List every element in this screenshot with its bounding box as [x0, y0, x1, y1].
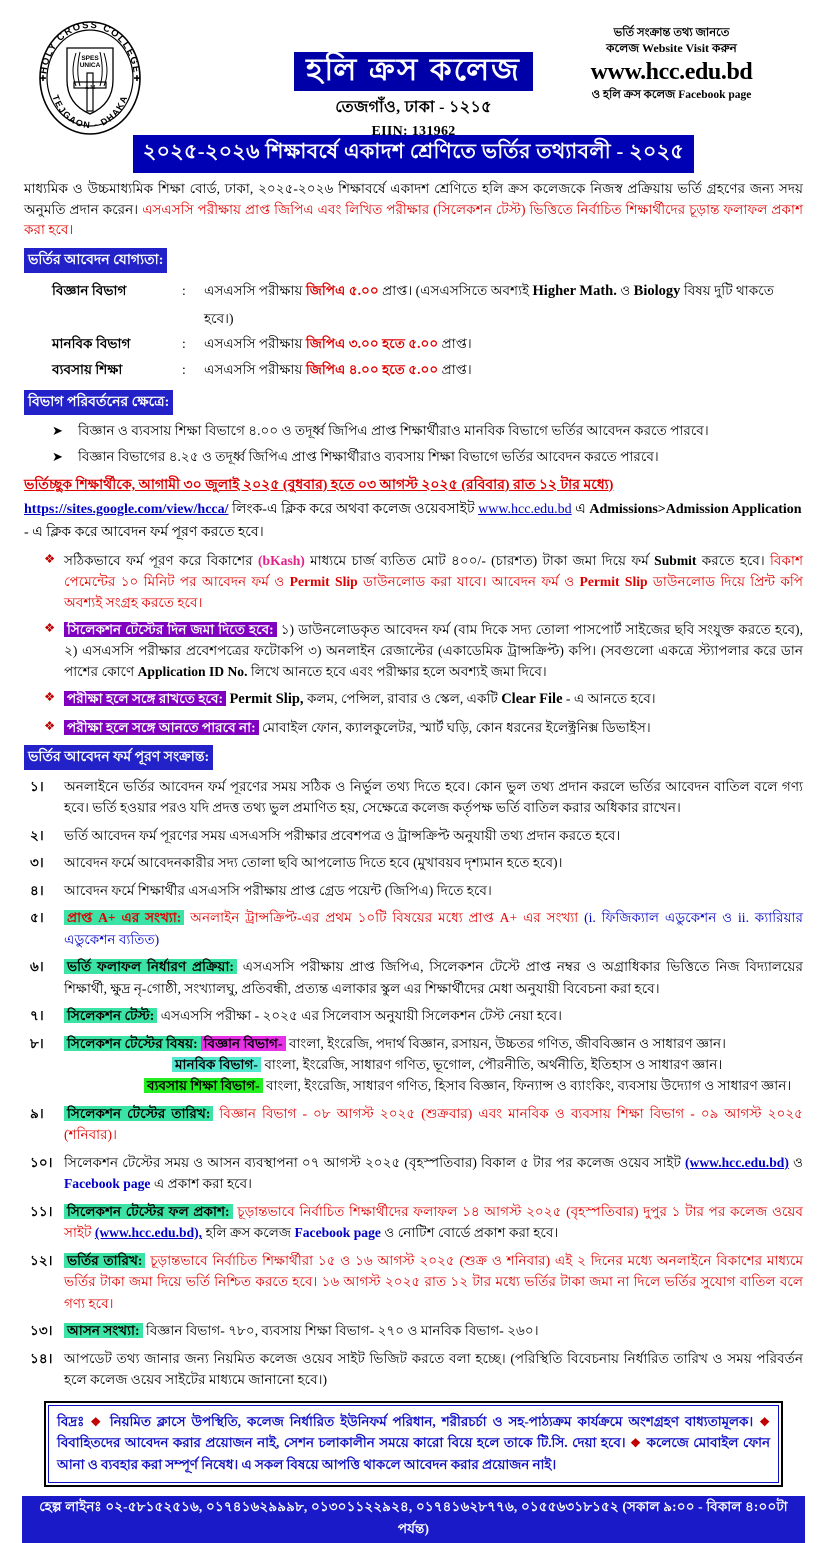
- dept-change-item: [52, 447, 803, 467]
- helpline-bar: [22, 1496, 805, 1543]
- eligibility-dept: বিজ্ঞান বিভাগ: [52, 282, 127, 298]
- list-item: [30, 852, 803, 873]
- eligibility-post: প্রাপ্ত।: [441, 336, 472, 352]
- eligibility-gpa: জিপিএ ৫.০০: [305, 282, 379, 298]
- list-item: [30, 956, 803, 999]
- seg: ২) এসএসসি পরীক্ষার প্রবেশপত্রের ফটোকপি ৩) অনলাইন রেজাল্টের (একাডেমিক ট্রান্সক্রিপ্ট) কপি। (সবগুলো একত্রে স্ট্যাপলার করে ডান পাশের কোণে: [64, 643, 803, 680]
- eligibility-heading-text: ভর্তির আবেদন যোগ্যতা:: [24, 248, 167, 273]
- eligibility-colon: :: [182, 336, 186, 352]
- eligibility-note-subject1: Higher Math.: [532, 282, 617, 299]
- list-item: [30, 1348, 803, 1391]
- seg: ডাউনলোড দিয়ে প্রিন্ট কপি অবশ্যই সংগ্রহ করতে হবে।: [64, 574, 804, 611]
- application-form-link[interactable]: https://sites.google.com/view/hcca/: [24, 502, 229, 518]
- eligibility-note-pre: (এসএসসিতে অবশ্যই: [415, 282, 530, 298]
- form-section-heading: [24, 745, 803, 770]
- item-number: ৯।: [30, 1105, 44, 1121]
- form-section-heading-text: ভর্তির আবেদন ফর্ম পূরণ সংক্রান্ত:: [24, 745, 213, 770]
- item-text: [64, 1250, 803, 1314]
- item-number: ১।: [30, 778, 44, 794]
- seg: (i. ফিজিক্যাল এডুকেশন ও ii. ক্যারিয়ার এডুকেশন ব্যতিত): [64, 910, 803, 947]
- item-text: [64, 1320, 803, 1341]
- selection-test-label: সিলেকশন টেস্ট:: [64, 1008, 157, 1023]
- eiin-number: EIIN: 131962: [371, 123, 456, 139]
- seg: হলি ক্রস কলেজ: [202, 1225, 295, 1241]
- website-link[interactable]: (www.hcc.edu.bd): [685, 1154, 789, 1170]
- application-after-site: এ: [575, 502, 586, 518]
- facebook-page-note: ও হলি ক্রস কলেজ Facebook page: [591, 89, 752, 102]
- item-number: ৭।: [30, 1008, 44, 1024]
- dept-label-science: বিজ্ঞান বিভাগ-: [201, 1036, 286, 1051]
- seg: মোবাইল ফোন, ক্যালকুলেটর, স্মার্ট ঘড়ি, কোন ধরনের ইলেক্ট্রনিক্স ডিভাইস।: [258, 719, 651, 735]
- item-number: ৮।: [30, 1035, 44, 1051]
- seg: লিখে আনতে হবে এবং পরীক্ষার হলে অবশ্যই জমা দিবে।: [247, 664, 547, 680]
- eligibility-colon: :: [182, 282, 186, 298]
- arrow-bullet-icon: ➤: [52, 449, 63, 465]
- eligibility-table: [52, 278, 803, 383]
- permit-slip-label: Permit Slip: [579, 574, 648, 590]
- subject-line-business: [144, 1075, 803, 1096]
- eligibility-note-mid: ও: [620, 282, 631, 298]
- seg: সিলেকশন টেস্টের সময় ও আসন ব্যবস্থাপনা ০৭ আগস্ট ২০২৫ (বৃহস্পতিবার) বিকাল ৫ টার পর কলেজ ওয়েব সাইট: [64, 1154, 685, 1170]
- eligibility-post: প্রাপ্ত।: [382, 282, 413, 298]
- seg: বিজ্ঞান বিভাগ- ৭৮০, ব্যবসায় শিক্ষা বিভাগ- ২৭০ ও মানবিক বিভাগ- ২৬০।: [142, 1323, 539, 1339]
- item-number: ৩।: [30, 855, 44, 871]
- item-number: ২।: [30, 827, 44, 843]
- college-website-url[interactable]: www.hcc.edu.bd: [590, 59, 753, 86]
- arrow-bullet-icon: ➤: [52, 423, 63, 438]
- seg: ও নোটিশ বোর্ডে প্রকাশ করা হবে।: [380, 1225, 559, 1241]
- item-text: [64, 1033, 803, 1097]
- dept-change-heading: [24, 390, 803, 415]
- notice-box-inner: [48, 1405, 779, 1483]
- application-menu-path: Admissions>Admission Application: [589, 502, 802, 518]
- main-banner: [22, 135, 805, 173]
- eligibility-gpa: জিপিএ ৪.০০ হতে ৫.০০: [305, 362, 439, 378]
- application-id-label: Application ID No.: [137, 664, 248, 680]
- diamond-bullet-icon: ❖: [44, 718, 56, 733]
- eligibility-pre: এসএসসি পরীক্ষায়: [204, 282, 303, 298]
- svg-text:UNICA: UNICA: [79, 62, 101, 69]
- dept-label-humanities: মানবিক বিভাগ-: [172, 1057, 261, 1072]
- bullet-not-bring-text: [64, 717, 803, 738]
- notice-label: বিদ্রঃ: [57, 1413, 85, 1429]
- item-number: ১৩।: [30, 1323, 53, 1339]
- eligibility-value: [204, 357, 803, 383]
- submit-day-label: সিলেকশন টেস্টের দিন জমা দিতে হবে:: [64, 622, 277, 637]
- college-website-link[interactable]: www.hcc.edu.bd: [478, 502, 572, 518]
- eligibility-note-subject2: Biology: [633, 282, 681, 299]
- application-after-link: লিংক-এ ক্লিক করে অথবা কলেজ ওয়েবসাইট: [232, 502, 475, 518]
- eligibility-colon: :: [182, 362, 186, 378]
- college-address: তেজগাঁও, ঢাকা - ১২১৫: [335, 98, 492, 116]
- subject-line-science: [64, 1033, 803, 1054]
- bullet-not-bring: [44, 717, 803, 738]
- application-tail: - এ ক্লিক করে আবেদন ফর্ম পূরণ করতে হবে।: [24, 524, 264, 540]
- list-item: [30, 1201, 803, 1244]
- seg: ১) ডাউনলোডকৃত আবেদন ফর্ম (বাম দিকে সদ্য তোলা পাসপোর্ট সাইজের ছবি সংযুক্ত করতে হবে),: [276, 622, 803, 638]
- facebook-page-label: Facebook page: [294, 1225, 381, 1241]
- bullet-bring-text: [64, 688, 803, 710]
- bullet-payment: [44, 550, 803, 613]
- svg-text:SPES: SPES: [81, 55, 99, 62]
- notice-point-2: বিবাহিতদের আবেদন করার প্রয়োজন নাই, সেশন চলাকালীন সময়ে কারো বিয়ে হলে তাকে টি.সি. দেয়া হবে।: [57, 1435, 626, 1451]
- eligibility-dept: ব্যবসায় শিক্ষা: [52, 362, 123, 378]
- aplus-count-label: প্রাপ্ত A+ এর সংখ্যা:: [64, 910, 184, 925]
- eligibility-row-science: [52, 278, 803, 331]
- seg: ডাউনলোড করা যাবে। আবেদন ফর্ম ও: [357, 574, 580, 590]
- seg: বিজ্ঞান বিভাগ - ০৮ আগস্ট ২০২৫ (শুক্রবার) এবং মানবিক ও ব্যবসায় শিক্ষা বিভাগ - ০৯ আগস্ট ২০২৫ (শনিবার)।: [64, 1105, 803, 1143]
- notice-point-1: নিয়মিত ক্লাসে উপস্থিতি, কলেজ নির্ধারিত ইউনিফর্ম পরিধান, শরীরচর্চা ও সহ-পাঠ্যক্রম কার্যক্রমে অংশগ্রহণ বাধ্যতামূলক।: [109, 1413, 754, 1429]
- seg: ও: [788, 1154, 803, 1170]
- eligibility-gpa: জিপিএ ৩.০০ হতে ৫.০০: [305, 336, 439, 352]
- website-info-block: [564, 26, 779, 103]
- item-number: ১১।: [30, 1203, 53, 1219]
- list-item: [30, 907, 803, 950]
- diamond-bullet-icon: ❖: [44, 621, 56, 636]
- eligibility-post: প্রাপ্ত।: [441, 362, 472, 378]
- seg: বিকাশ পেমেন্টের ১০ মিনিট পর আবেদন ফর্ম ও: [64, 552, 803, 590]
- eligibility-note-post: বিষয় দুটি থাকতে হবে।): [204, 282, 774, 326]
- item-number: ১০।: [30, 1154, 53, 1170]
- item-text: আবেদন ফর্মে আবেদনকারীর সদ্য তোলা ছবি আপলোড দিতে হবে (মুখাবয়ব দৃশ্যমান হতে হবে)।: [64, 855, 563, 871]
- bullet-bring: [44, 688, 803, 710]
- application-deadline: ভর্তিচ্ছুক শিক্ষার্থীকে, আগামী ৩০ জুলাই ২০২৫ (বুধবার) হতে ০৩ আগস্ট ২০২৫ (রবিবার) রাত ১২ টার মধ্যে): [24, 477, 614, 493]
- item-text: অনলাইনে ভর্তির আবেদন ফর্ম পূরণের সময় সঠিক ও নির্ভুল তথ্য দিতে হবে। কোন ভুল তথ্য প্রদান করলে ভর্তির আবেদন বাতিল বলে গণ্য হবে। ভর্তি হওয়ার পরও যদি প্রদত্ত তথ্য ভুল প্রমাণিত হয়, সেক্ষেত্রে কলেজ কর্তৃপক্ষ ভর্তি বাতিল করার অধিকার রাখেন।: [64, 778, 803, 816]
- eligibility-row-humanities: [52, 331, 803, 357]
- admission-date-label: ভর্তির তারিখ:: [64, 1253, 145, 1268]
- seg: এ প্রকাশ করা হবে।: [150, 1176, 253, 1192]
- svg-text:✚: ✚: [133, 74, 141, 83]
- seat-count-label: আসন সংখ্যা:: [64, 1323, 143, 1338]
- result-publish-label: সিলেকশন টেস্টের ফল প্রকাশ:: [64, 1204, 233, 1219]
- not-bring-label: পরীক্ষা হলে সঙ্গে আনতে পারবে না:: [64, 720, 259, 735]
- seg: এসএসসি পরীক্ষা - ২০২৫ এর সিলেবাস অনুযায়ী সিলেকশন টেস্ট নেয়া হবে।: [157, 1008, 562, 1024]
- website-link[interactable]: (www.hcc.edu.bd),: [94, 1225, 203, 1241]
- submit-label: Submit: [654, 552, 697, 568]
- facebook-page-label: Facebook page: [64, 1176, 151, 1192]
- helpline-text[interactable]: হেল্প লাইনঃ ০২-৫৮১৫২৫১৬, ০১৭৪১৬২৯৯৯৮, ০১৩০১১২২৯২৪, ০১৭৪১৬২৮৭৭৬, ০১৫৫৬৩১৮১৫২ (সকাল ৯:০০ - বিকাল ৪:০০টা পর্যন্ত): [22, 1496, 805, 1543]
- seg: এসএসসি পরীক্ষায় প্রাপ্ত জিপিএ, সিলেকশন টেস্টে প্রাপ্ত নম্বর ও অগ্রাধিকার ভিত্তিতে নিজ বিদ্যালয়ের শিক্ষার্থী, ক্ষুদ্র নৃ-গোষ্ঠী, সংখ্যালঘু, প্রতিবন্ধী, প্রত্যন্ত এলাকার স্কুল এর শিক্ষার্থীদের মেধা অনুযায়ী বিবেচনা করা হবে।: [64, 959, 803, 996]
- test-subjects-label: সিলেকশন টেস্টের বিষয়:: [64, 1036, 201, 1051]
- dept-change-item: [52, 421, 803, 441]
- seg: করতে হবে।: [696, 552, 771, 568]
- diamond-bullet-icon: ❖: [90, 1414, 104, 1429]
- seg: মাধ্যমে চার্জ ব্যতিত মোট ৪০০/- (চারশত) টাকা জমা দিয়ে ফর্ম: [304, 552, 655, 568]
- eligibility-heading: [24, 248, 803, 273]
- list-item: [30, 1033, 803, 1097]
- svg-text:HOLY CROSS COLLEGE: HOLY CROSS COLLEGE: [38, 19, 142, 75]
- list-item: [30, 880, 803, 901]
- banner-text: ২০২৫-২০২৬ শিক্ষাবর্ষে একাদশ শ্রেণিতে ভর্তির তথ্যাবলী - ২০২৫: [133, 135, 694, 173]
- website-info-line2: কলেজ Website Visit করুন: [606, 41, 737, 56]
- list-item: [30, 776, 803, 819]
- item-number: ৫।: [30, 910, 44, 926]
- bkash-label: (bKash): [258, 552, 305, 568]
- notice-text: [57, 1411, 770, 1476]
- item-text: [64, 956, 803, 999]
- website-info-line1: ভর্তি সংক্রান্ত তথ্য জানতে: [613, 27, 730, 39]
- application-instructions: [24, 475, 803, 544]
- subject-line-humanities: [172, 1054, 803, 1075]
- diamond-bullet-icon: ❖: [44, 690, 56, 705]
- test-date-label: সিলেকশন টেস্টের তারিখ:: [64, 1106, 213, 1121]
- intro-part2: এসএসসি পরীক্ষায় প্রাপ্ত জিপিএ এবং লিখিত পরীক্ষার (সিলেকশন টেস্ট) ভিত্তিতে নির্বাচিত শিক্ষার্থীদের চূড়ান্ত ফলাফল প্রকাশ করা হবে।: [24, 201, 803, 238]
- application-link-line: [24, 499, 803, 544]
- subject-list: বাংলা, ইংরেজি, পদার্থ বিজ্ঞান, রসায়ন, উচ্চতর গণিত, জীববিজ্ঞান ও সাধারণ জ্ঞান।: [285, 1035, 727, 1051]
- svg-text:A M: A M: [84, 85, 96, 91]
- item-number: ৬।: [30, 959, 44, 975]
- item-text: [64, 907, 803, 950]
- list-item: [30, 1103, 803, 1146]
- subject-list: বাংলা, ইংরেজি, সাধারণ গণিত, ভূগোল, পৌরনীতি, অর্থনীতি, ইতিহাস ও সাধারণ জ্ঞান।: [260, 1057, 723, 1073]
- svg-text:✚: ✚: [39, 74, 47, 83]
- eligibility-pre: এসএসসি পরীক্ষায়: [204, 336, 303, 352]
- result-process-label: ভর্তি ফলাফল নির্ধারণ প্রক্রিয়া:: [64, 959, 237, 974]
- college-name: হলি ক্রস কলেজ: [294, 52, 533, 91]
- dept-change-text: বিজ্ঞান ও ব্যবসায় শিক্ষা বিভাগে ৪.০০ ও তদূর্ধ্ব জিপিএ প্রাপ্ত শিক্ষার্থীরাও মানবিক বিভাগে ভর্তির আবেদন করতে পারবে।: [78, 423, 709, 438]
- bullet-submit-day-text: [64, 619, 803, 682]
- list-item: [30, 1005, 803, 1026]
- notice-box: [44, 1401, 783, 1487]
- item-text: [64, 1152, 803, 1195]
- item-number: ৪।: [30, 882, 44, 898]
- dept-change-heading-text: বিভাগ পরিবর্তনের ক্ষেত্রে:: [24, 390, 173, 415]
- seg: চূড়ান্তভাবে নির্বাচিত শিক্ষার্থীরা ১৫ ও ১৬ আগস্ট ২০২৫ (শুক্র ও শনিবার) এই ২ দিনের মধ্যে অনলাইনে বিকাশের মাধ্যমে ভর্তির টাকা জমা দিয়ে ভর্তি নিশ্চিত করতে হবে। ১৬ আগস্ট ২০২৫ রাত ১২ টার মধ্যে ভর্তির টাকা জমা না দিলে ভর্তির সুযোগ বাতিল বলে গণ্য হবে।: [64, 1252, 803, 1311]
- item-text: [64, 1005, 803, 1026]
- eligibility-value: [204, 331, 803, 357]
- permit-slip-label: Permit Slip,: [229, 691, 304, 708]
- seg: চূড়ান্তভাবে নির্বাচিত শিক্ষার্থীদের ফলাফল ১৪ আগস্ট ২০২৫ (বৃহস্পতিবার) দুপুর ১ টার পর কলেজ ওয়েব সাইট: [64, 1203, 803, 1241]
- item-number: ১২।: [30, 1252, 53, 1268]
- diamond-bullet-icon: ❖: [630, 1436, 643, 1451]
- list-item: [30, 825, 803, 846]
- seg: সঠিকভাবে ফর্ম পূরণ করে বিকাশের: [64, 552, 258, 568]
- seg: কলম, পেন্সিল, রাবার ও স্কেল, একটি: [303, 691, 502, 707]
- notice-point-3: কলেজে মোবাইল ফোন আনা ও ব্যবহার করা সম্পূর্ণ নিষেধ। এ সকল বিষয়ে আপত্তি থাকলে আবেদন করার প্রয়োজন নাই।: [57, 1435, 770, 1472]
- item-text: ভর্তি আবেদন ফর্ম পূরণের সময় এসএসসি পরীক্ষার প্রবেশপত্র ও ট্রান্সক্রিপ্ট অনুযায়ী তথ্য প্রদান করতে হবে।: [64, 827, 621, 843]
- page-header: [22, 14, 805, 139]
- seg: - এ আনতে হবে।: [562, 691, 656, 707]
- list-item: [30, 1250, 803, 1314]
- subject-list: বাংলা, ইংরেজি, সাধারণ গণিত, হিসাব বিজ্ঞান, ফিন্যান্স ও ব্যাংকিং, ব্যবসায় উদ্যোগ ও সাধারণ জ্ঞান।: [262, 1078, 792, 1094]
- bullet-payment-text: [64, 550, 803, 613]
- bring-label: পরীক্ষা হলে সঙ্গে রাখতে হবে:: [64, 691, 226, 706]
- list-item: [30, 1152, 803, 1195]
- item-text: [64, 1103, 803, 1146]
- item-text: [64, 1201, 803, 1244]
- item-text: আপডেট তথ্য জানার জন্য নিয়মিত কলেজ ওয়েব সাইট ভিজিট করতে বলা হচ্ছে। (পরিস্থিতি বিবেচনায় নির্ধারিত তারিখ ও সময় পরিবর্তন হলে কলেজ ওয়েব সাইটের মাধ্যমে জানানো হবে।): [64, 1350, 803, 1388]
- list-item: [30, 1320, 803, 1341]
- eligibility-pre: এসএসসি পরীক্ষায়: [204, 362, 303, 378]
- clear-file-label: Clear File: [501, 691, 563, 708]
- dept-label-business: ব্যবসায় শিক্ষা বিভাগ-: [144, 1078, 263, 1093]
- item-text: আবেদন ফর্মে শিক্ষার্থীর এসএসসি পরীক্ষায় প্রাপ্ত গ্রেড পয়েন্ট (জিপিএ) দিতে হবে।: [64, 882, 492, 898]
- dept-change-text: বিজ্ঞান বিভাগের ৪.২৫ ও তদূর্ধ্ব জিপিএ প্রাপ্ত শিক্ষার্থীরাও ব্যবসায় শিক্ষা বিভাগে ভর্তির আবেদন করতে পারবে।: [78, 449, 659, 465]
- eligibility-dept: মানবিক বিভাগ: [52, 336, 131, 352]
- intro-part1: মাধ্যমিক ও উচ্চমাধ্যমিক শিক্ষা বোর্ড, ঢাকা, ২০২৫-২০২৬ শিক্ষাবর্ষে একাদশ শ্রেণিতে হলি ক্রস কলেজকে নিজস্ব প্রক্রিয়ায় ভর্তি গ্রহণের জন্য সদয় অনুমতি প্রদান করেন।: [24, 181, 803, 217]
- item-number: ১৪।: [30, 1350, 53, 1366]
- diamond-bullet-icon: ❖: [44, 551, 56, 566]
- diamond-bullet-icon: ❖: [759, 1414, 770, 1429]
- bullet-submit-day: [44, 619, 803, 682]
- permit-slip-label: Permit Slip: [289, 574, 358, 590]
- intro-paragraph: [24, 179, 803, 241]
- eligibility-row-business: [52, 357, 803, 383]
- seg: অনলাইন ট্রান্সক্রিপ্ট-এর প্রথম ১০টি বিষয়ের মধ্যে প্রাপ্ত A+ এর সংখ্যা: [184, 910, 585, 926]
- svg-text:TEJGAON - DHAKA: TEJGAON - DHAKA: [50, 93, 130, 131]
- eligibility-value: [204, 278, 803, 331]
